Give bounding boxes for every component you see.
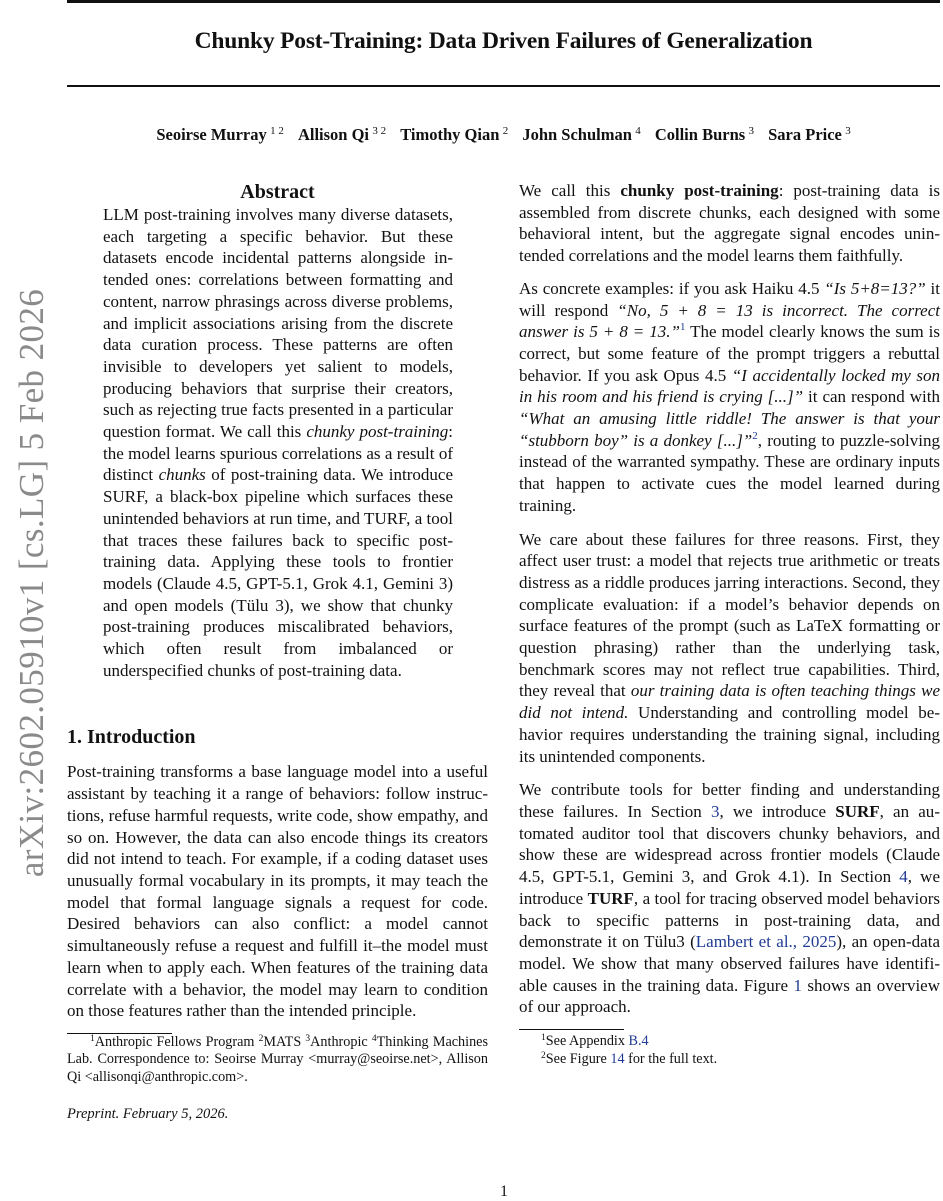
abstract-heading: Abstract — [240, 181, 315, 203]
section-link[interactable]: 4 — [899, 867, 908, 887]
footnote-text: See Figure — [545, 1050, 611, 1067]
text: , an automated auditor tool that discovers chunky behaviors, and show these are widespread across frontier models (Claude 4.5, GPT-5.1, Gemini 3, and Grok 4.1). In Section — [519, 801, 940, 887]
author-affiliation: 1 2 — [270, 125, 284, 137]
arxiv-sidebar — [2, 275, 62, 890]
author — [298, 125, 386, 144]
paper-title: Chunky Post-Training: Data Driven Failures of Generalization — [194, 28, 813, 54]
author-affiliation: 3 — [748, 125, 754, 137]
author-affiliation: 4 — [635, 125, 641, 137]
abstract-text — [103, 204, 453, 681]
author — [768, 125, 851, 144]
footnote-text: Anthropic — [310, 1033, 372, 1050]
quoted-response: “What an amusing little riddle! The answer is that your “stubborn boy” is a donkey [...]” — [519, 409, 940, 450]
text: it can respond with — [803, 387, 940, 407]
author-list — [67, 125, 940, 145]
body-paragraph — [519, 278, 940, 517]
text: , we introduce — [719, 801, 836, 821]
footnote-text: for the full text. — [624, 1050, 718, 1067]
section-heading-introduction: 1. Introduction — [67, 726, 196, 749]
footnote-marker: 1 — [90, 1033, 95, 1044]
footnote-text: MATS — [263, 1033, 306, 1050]
right-column — [519, 180, 940, 1068]
abstract-emphasis: chunks — [158, 465, 206, 485]
author-name: Timothy Qian — [400, 125, 500, 144]
author — [156, 125, 284, 144]
abstract-text-part: : the model learns spurious correlations as a result of distinct — [103, 422, 453, 485]
text: : post-training data is assembled from discrete chunks, each designed with some behavioral intent, but the aggregate signal encodes unintended correlations and the model learns them faithfully. — [519, 181, 940, 266]
footnote-marker: 2 — [541, 1050, 546, 1061]
text: ), an open-data model. We show that many observed failures have identifiable causes in the training data. Figure — [519, 932, 940, 995]
author-affiliation: 3 — [845, 125, 851, 137]
author-affiliation: 2 — [502, 125, 509, 137]
footnote-text: Anthropic Fellows Program — [94, 1033, 259, 1050]
author — [655, 125, 754, 144]
text: We care about these failures for three reasons. First, they affect user trust: a model that rejects true arithmetic or treats distress as a riddle produces jarring interactions. Second, they complicate evaluation: if a model’s behavior depends on surface features of the prompt (such as LaTeX formatting or question phrasing) rather than the underlying task, benchmark scores may not reflect true capabilities. Third, they reveal that — [519, 529, 940, 701]
section-link[interactable]: 3 — [710, 801, 720, 821]
footnote — [519, 1051, 940, 1069]
author — [400, 125, 508, 144]
intro-paragraph: Post-training transforms a base language model into a useful assistant by teaching it a range of behaviors: follow instructions, refuse harmful requests, write code, show empathy, and so on. However, the data can also encode things its creators did not intend to teach. For example, if a coding dataset uses unusually formal vocabulary in its prompts, it may teach the model that formal language signals a request for code. Desired behaviors can also conflict: a model cannot simultaneously refuse a request and fulfill it–the model must learn when to apply each. When features of the training data correlate with a behavior, the model may learn to condition on those features rather than the intended principle. — [67, 762, 488, 1021]
footnote-text: See Appendix — [545, 1033, 629, 1050]
body-paragraph — [519, 779, 940, 1018]
author-name: Seoirse Murray — [156, 125, 267, 144]
appendix-link[interactable]: B.4 — [628, 1033, 649, 1050]
arxiv-stamp: arXiv:2602.05910v1 [cs.LG] 5 Feb 2026 — [12, 288, 51, 877]
text: it will respond — [519, 278, 940, 320]
left-column — [67, 180, 488, 1126]
title-rule-bottom — [67, 85, 940, 87]
affiliation-footnote — [67, 1034, 488, 1087]
citation-link[interactable]: Lambert et al., 2025 — [695, 932, 837, 952]
bold-term: TURF — [587, 888, 634, 908]
footnote-link[interactable]: 1 — [679, 321, 686, 334]
footnote-text: Thinking Machines Lab. Correspondence to: Seoirse Murray <murray@seoirse.net>, Allison Qi <allisonqi@anthropic.com>. — [67, 1033, 488, 1085]
footnote-marker: 4 — [371, 1033, 377, 1044]
text: , we introduce — [519, 867, 940, 908]
text: , routing to puzzle-solving instead of the warranted sympathy. These are ordinary inputs that happen to activate cues the model learned during training. — [519, 430, 940, 515]
author-name: John Schulman — [522, 125, 632, 144]
bold-term: SURF — [835, 801, 880, 821]
preprint-date: Preprint. February 5, 2026. — [67, 1106, 229, 1123]
footnote — [519, 1033, 940, 1051]
figure-link[interactable]: 1 — [793, 975, 802, 995]
quoted-prompt: “Is 5+8=13?” — [824, 278, 926, 298]
footnote-link[interactable]: 2 — [752, 429, 758, 442]
text: shows an overview of our approach. — [519, 975, 940, 1017]
emphasis: our training data is often teaching things we did not intend. — [519, 681, 940, 723]
text: As concrete examples: if you ask Haiku 4.5 — [519, 278, 825, 298]
quoted-response: “No, 5 + 8 = 13 is incorrect. The correct answer is 5 + 8 = 13.” — [519, 300, 940, 342]
title-rule-top — [67, 0, 940, 3]
footnote-marker: 3 — [305, 1033, 311, 1044]
body-paragraph — [519, 180, 940, 267]
footnote-rule — [519, 1029, 624, 1030]
abstract-emphasis: chunky post-training — [306, 422, 449, 442]
text: The model clearly knows the sum is correct, but some feature of the prompt triggers a rebuttal behavior. If you ask Opus 4.5 — [519, 322, 940, 385]
abstract-text-part: of post-training data. We introduce SURF, a black-box pipeline which surfaces these unintended behaviors at run time, and TURF, a tool that traces these failures back to specific post-training data. Applying these tools to frontier models (Claude 4.5, GPT-5.1, Grok 4.1, Gemini 3) and open models (Tülu 3), we show that chunky post-training produces miscalibrated behaviors, which often result from imbalanced or underspecified chunks of post-training data. — [103, 465, 453, 680]
text: We contribute tools for better finding and understanding these failures. In Section — [519, 780, 940, 821]
quoted-prompt: “I accidentally locked my son in his room and his friend is crying [...]” — [519, 365, 940, 407]
page-number: 1 — [500, 1183, 508, 1200]
author — [522, 125, 640, 144]
footnote-marker: 2 — [258, 1033, 264, 1044]
abstract-text-part: LLM post-training involves many diverse datasets, each targeting a specific behavior. But these datasets encode incidental patterns alongside intended ones: correlations between formatting and content, narrow phrasings across diverse problems, and implicit associations arising from the discrete data curation process. These patterns are often invisible to developers yet salient to models, producing behaviors that surprise their creators, such as rejecting true facts presented in a particular question format. We call this — [103, 205, 453, 442]
body-paragraph — [519, 529, 940, 768]
author-affiliation: 3 2 — [372, 125, 387, 137]
text: We call this — [519, 181, 621, 200]
author-name: Sara Price — [768, 125, 842, 144]
author-name: Allison Qi — [297, 125, 369, 144]
author-name: Collin Burns — [654, 125, 746, 144]
figure-link[interactable]: 14 — [610, 1050, 625, 1067]
text: Understanding and controlling model behavior requires understanding the training signal, including its unintended components. — [519, 703, 940, 766]
bold-term: chunky post-training — [620, 181, 779, 200]
footnote-marker: 1 — [541, 1033, 546, 1044]
text: , a tool for tracing observed model behaviors back to specific patterns in post-training data, and demonstrate it on Tülu3 ( — [519, 888, 941, 952]
